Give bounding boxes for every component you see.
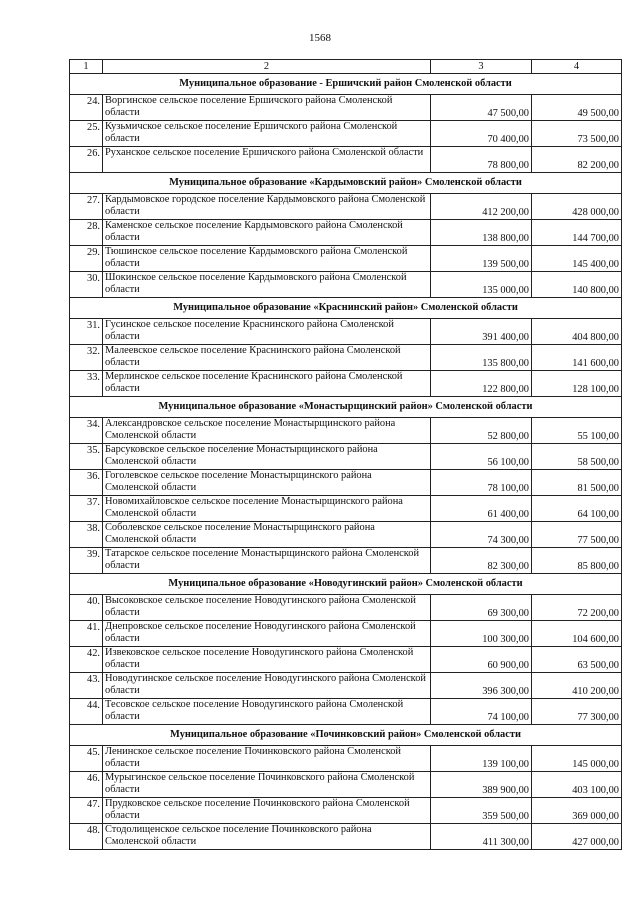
row-number: 26. xyxy=(70,147,103,173)
region-header-row xyxy=(70,397,622,418)
amount-column-3: 56 100,00 xyxy=(431,444,532,470)
amount-column-3: 69 300,00 xyxy=(431,595,532,621)
row-number: 48. xyxy=(70,824,103,850)
row-number: 35. xyxy=(70,444,103,470)
amount-column-4: 82 200,00 xyxy=(532,147,622,173)
settlement-name: Малеевское сельское поселение Краснинского района Смоленской области xyxy=(103,345,431,371)
amount-column-4: 141 600,00 xyxy=(532,345,622,371)
table-row xyxy=(70,246,622,272)
table-row xyxy=(70,272,622,298)
amount-column-3: 60 900,00 xyxy=(431,647,532,673)
region-title: Муниципальное образование «Починковский район» Смоленской области xyxy=(70,725,622,746)
amount-column-4: 140 800,00 xyxy=(532,272,622,298)
settlement-name: Мерлинское сельское поселение Краснинского района Смоленской области xyxy=(103,371,431,397)
row-number: 42. xyxy=(70,647,103,673)
amount-column-4: 128 100,00 xyxy=(532,371,622,397)
region-header-row xyxy=(70,725,622,746)
table-row xyxy=(70,522,622,548)
table-row xyxy=(70,746,622,772)
amount-column-3: 396 300,00 xyxy=(431,673,532,699)
budget-table xyxy=(69,59,622,850)
settlement-name: Кузьмичское сельское поселение Ершичского района Смоленской области xyxy=(103,121,431,147)
row-number: 24. xyxy=(70,95,103,121)
amount-column-4: 72 200,00 xyxy=(532,595,622,621)
row-number: 30. xyxy=(70,272,103,298)
settlement-name: Ленинское сельское поселение Починковского района Смоленской области xyxy=(103,746,431,772)
row-number: 36. xyxy=(70,470,103,496)
amount-column-4: 404 800,00 xyxy=(532,319,622,345)
amount-column-3: 139 500,00 xyxy=(431,246,532,272)
row-number: 25. xyxy=(70,121,103,147)
amount-column-4: 144 700,00 xyxy=(532,220,622,246)
amount-column-3: 47 500,00 xyxy=(431,95,532,121)
row-number: 44. xyxy=(70,699,103,725)
table-row xyxy=(70,595,622,621)
region-header-row xyxy=(70,74,622,95)
amount-column-3: 138 800,00 xyxy=(431,220,532,246)
row-number: 45. xyxy=(70,746,103,772)
settlement-name: Высоковское сельское поселение Новодугинского района Смоленской области xyxy=(103,595,431,621)
amount-column-3: 61 400,00 xyxy=(431,496,532,522)
amount-column-4: 85 800,00 xyxy=(532,548,622,574)
settlement-name: Кардымовское городское поселение Кардымовского района Смоленской области xyxy=(103,194,431,220)
settlement-name: Стодолищенское сельское поселение Починковского района Смоленской области xyxy=(103,824,431,850)
table-row xyxy=(70,319,622,345)
amount-column-4: 58 500,00 xyxy=(532,444,622,470)
settlement-name: Тюшинское сельское поселение Кардымовского района Смоленской области xyxy=(103,246,431,272)
amount-column-4: 81 500,00 xyxy=(532,470,622,496)
amount-column-3: 135 800,00 xyxy=(431,345,532,371)
amount-column-3: 139 100,00 xyxy=(431,746,532,772)
region-title: Муниципальное образование «Кардымовский район» Смоленской области xyxy=(70,173,622,194)
region-title: Муниципальное образование «Монастырщинский район» Смоленской области xyxy=(70,397,622,418)
settlement-name: Новодугинское сельское поселение Новодугинского района Смоленской области xyxy=(103,673,431,699)
row-number: 41. xyxy=(70,621,103,647)
amount-column-3: 135 000,00 xyxy=(431,272,532,298)
row-number: 38. xyxy=(70,522,103,548)
table-row xyxy=(70,699,622,725)
amount-column-3: 412 200,00 xyxy=(431,194,532,220)
amount-column-3: 391 400,00 xyxy=(431,319,532,345)
amount-column-4: 428 000,00 xyxy=(532,194,622,220)
settlement-name: Александровское сельское поселение Монастырщинского района Смоленской области xyxy=(103,418,431,444)
amount-column-3: 100 300,00 xyxy=(431,621,532,647)
settlement-name: Барсуковское сельское поселение Монастырщинского района Смоленской области xyxy=(103,444,431,470)
row-number: 37. xyxy=(70,496,103,522)
row-number: 33. xyxy=(70,371,103,397)
row-number: 31. xyxy=(70,319,103,345)
page-number: 1568 xyxy=(309,32,331,44)
amount-column-3: 359 500,00 xyxy=(431,798,532,824)
amount-column-4: 403 100,00 xyxy=(532,772,622,798)
table-row xyxy=(70,371,622,397)
amount-column-4: 63 500,00 xyxy=(532,647,622,673)
table-row xyxy=(70,470,622,496)
table-row xyxy=(70,444,622,470)
row-number: 32. xyxy=(70,345,103,371)
amount-column-4: 410 200,00 xyxy=(532,673,622,699)
row-number: 47. xyxy=(70,798,103,824)
table-row xyxy=(70,673,622,699)
settlement-name: Гусинское сельское поселение Краснинского района Смоленской области xyxy=(103,319,431,345)
amount-column-3: 411 300,00 xyxy=(431,824,532,850)
amount-column-3: 389 900,00 xyxy=(431,772,532,798)
settlement-name: Прудковское сельское поселение Починковского района Смоленской области xyxy=(103,798,431,824)
column-number-2: 2 xyxy=(103,60,431,74)
amount-column-4: 55 100,00 xyxy=(532,418,622,444)
amount-column-4: 369 000,00 xyxy=(532,798,622,824)
table-row xyxy=(70,798,622,824)
table-row xyxy=(70,95,622,121)
region-header-row xyxy=(70,574,622,595)
amount-column-4: 73 500,00 xyxy=(532,121,622,147)
region-title: Муниципальное образование «Краснинский район» Смоленской области xyxy=(70,298,622,319)
table-row xyxy=(70,418,622,444)
table-row xyxy=(70,220,622,246)
amount-column-4: 427 000,00 xyxy=(532,824,622,850)
row-number: 27. xyxy=(70,194,103,220)
column-number-row xyxy=(70,60,622,74)
settlement-name: Новомихайловское сельское поселение Монастырщинского района Смоленской области xyxy=(103,496,431,522)
settlement-name: Днепровское сельское поселение Новодугинского района Смоленской области xyxy=(103,621,431,647)
amount-column-4: 77 500,00 xyxy=(532,522,622,548)
table-row xyxy=(70,345,622,371)
settlement-name: Руханское сельское поселение Ершичского района Смоленской области xyxy=(103,147,431,173)
amount-column-3: 78 800,00 xyxy=(431,147,532,173)
settlement-name: Татарское сельское поселение Монастырщинского района Смоленской области xyxy=(103,548,431,574)
amount-column-3: 74 100,00 xyxy=(431,699,532,725)
settlement-name: Гоголевское сельское поселение Монастырщинского района Смоленской области xyxy=(103,470,431,496)
row-number: 40. xyxy=(70,595,103,621)
table-row xyxy=(70,621,622,647)
region-title: Муниципальное образование «Новодугинский район» Смоленской области xyxy=(70,574,622,595)
settlement-name: Соболевское сельское поселение Монастырщинского района Смоленской области xyxy=(103,522,431,548)
amount-column-3: 122 800,00 xyxy=(431,371,532,397)
row-number: 46. xyxy=(70,772,103,798)
settlement-name: Шокинское сельское поселение Кардымовского района Смоленской области xyxy=(103,272,431,298)
table-row xyxy=(70,121,622,147)
settlement-name: Воргинское сельское поселение Ершичского района Смоленской области xyxy=(103,95,431,121)
column-number-4: 4 xyxy=(532,60,622,74)
amount-column-3: 82 300,00 xyxy=(431,548,532,574)
amount-column-4: 104 600,00 xyxy=(532,621,622,647)
row-number: 39. xyxy=(70,548,103,574)
amount-column-3: 74 300,00 xyxy=(431,522,532,548)
amount-column-4: 145 000,00 xyxy=(532,746,622,772)
amount-column-4: 145 400,00 xyxy=(532,246,622,272)
settlement-name: Каменское сельское поселение Кардымовского района Смоленской области xyxy=(103,220,431,246)
table-row xyxy=(70,772,622,798)
amount-column-3: 78 100,00 xyxy=(431,470,532,496)
amount-column-4: 49 500,00 xyxy=(532,95,622,121)
region-header-row xyxy=(70,173,622,194)
table-row xyxy=(70,496,622,522)
table-row xyxy=(70,548,622,574)
table-row xyxy=(70,824,622,850)
table-row xyxy=(70,194,622,220)
amount-column-3: 70 400,00 xyxy=(431,121,532,147)
amount-column-3: 52 800,00 xyxy=(431,418,532,444)
table-row xyxy=(70,647,622,673)
region-title: Муниципальное образование - Ершичский район Смоленской области xyxy=(70,74,622,95)
table-row xyxy=(70,147,622,173)
settlement-name: Извековское сельское поселение Новодугинского района Смоленской области xyxy=(103,647,431,673)
row-number: 29. xyxy=(70,246,103,272)
settlement-name: Тесовское сельское поселение Новодугинского района Смоленской области xyxy=(103,699,431,725)
row-number: 43. xyxy=(70,673,103,699)
amount-column-4: 64 100,00 xyxy=(532,496,622,522)
amount-column-4: 77 300,00 xyxy=(532,699,622,725)
region-header-row xyxy=(70,298,622,319)
row-number: 34. xyxy=(70,418,103,444)
settlement-name: Мурыгинское сельское поселение Починковского района Смоленской области xyxy=(103,772,431,798)
column-number-1: 1 xyxy=(70,60,103,74)
row-number: 28. xyxy=(70,220,103,246)
column-number-3: 3 xyxy=(431,60,532,74)
